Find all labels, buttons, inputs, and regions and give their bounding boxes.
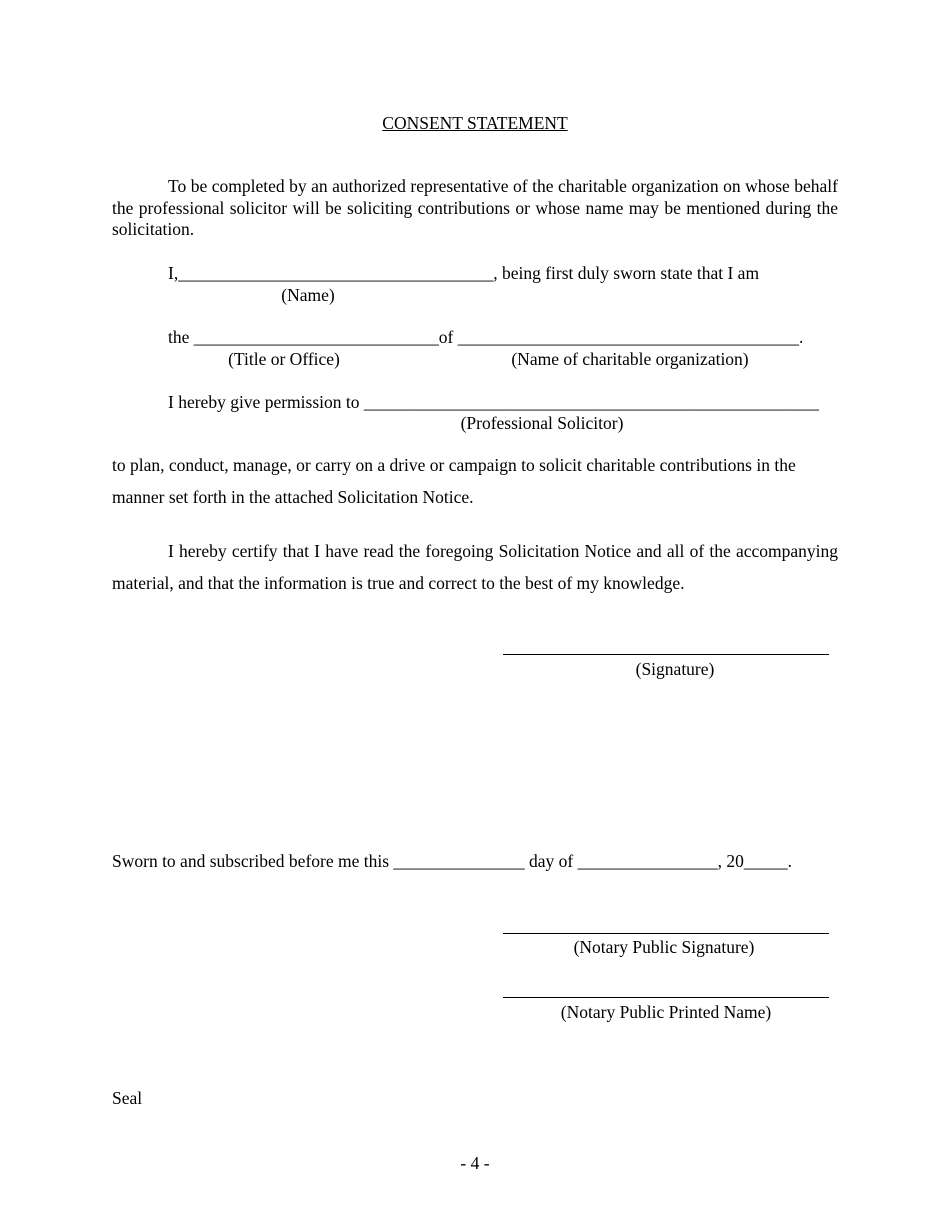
notary-name-label: (Notary Public Printed Name) bbox=[560, 1002, 772, 1022]
day-blank[interactable]: _______________ bbox=[393, 851, 525, 871]
organization-blank[interactable]: _______________________________________ bbox=[457, 327, 799, 347]
page-number: - 4 - bbox=[460, 1153, 490, 1173]
title-line-prefix: the bbox=[168, 327, 190, 347]
page-title: CONSENT STATEMENT bbox=[382, 113, 568, 133]
sworn-end: . bbox=[787, 851, 793, 871]
name-line-prefix: I, bbox=[168, 263, 179, 283]
sworn-prefix: Sworn to and subscribed before me this bbox=[112, 851, 390, 871]
permission-line bbox=[168, 391, 819, 413]
permission-prefix: I hereby give permission to bbox=[168, 392, 360, 412]
year-blank[interactable]: _____ bbox=[743, 851, 788, 871]
name-line bbox=[168, 262, 759, 284]
name-label: (Name) bbox=[281, 285, 335, 305]
notary-signature-line[interactable] bbox=[503, 933, 829, 934]
title-blank[interactable]: ____________________________ bbox=[193, 327, 439, 347]
notary-name-line[interactable] bbox=[503, 997, 829, 998]
name-line-suffix: , being first duly sworn state that I am bbox=[493, 263, 760, 283]
solicitor-label: (Professional Solicitor) bbox=[460, 413, 624, 433]
name-blank[interactable]: ____________________________________ bbox=[178, 263, 494, 283]
title-line bbox=[168, 326, 803, 348]
sworn-day-of: day of bbox=[529, 851, 574, 871]
signature-line[interactable] bbox=[503, 654, 829, 655]
sworn-line bbox=[112, 850, 792, 872]
organization-label: (Name of charitable organization) bbox=[511, 349, 749, 369]
signature-label: (Signature) bbox=[635, 659, 715, 679]
title-line-of: of bbox=[438, 327, 454, 347]
sworn-year-prefix: , 20 bbox=[717, 851, 744, 871]
seal-label: Seal bbox=[112, 1088, 143, 1108]
certify-paragraph: I hereby certify that I have read the foregoing Solicitation Notice and all of the accompanying material, and that the information is true and correct to the best of my knowledge. bbox=[112, 541, 838, 593]
solicitor-blank[interactable]: ____________________________________________________ bbox=[363, 392, 819, 412]
title-office-label: (Title or Office) bbox=[228, 349, 340, 369]
notary-signature-label: (Notary Public Signature) bbox=[573, 937, 755, 957]
title-line-end: . bbox=[798, 327, 804, 347]
intro-paragraph: To be completed by an authorized representative of the charitable organization on whose behalf the professional solicitor will be soliciting contributions or whose name may be mentioned during the solicitation. bbox=[112, 176, 838, 239]
purpose-paragraph: to plan, conduct, manage, or carry on a drive or campaign to solicit charitable contributions in the manner set forth in the attached Solicitation Notice. bbox=[112, 455, 796, 507]
month-blank[interactable]: ________________ bbox=[577, 851, 718, 871]
